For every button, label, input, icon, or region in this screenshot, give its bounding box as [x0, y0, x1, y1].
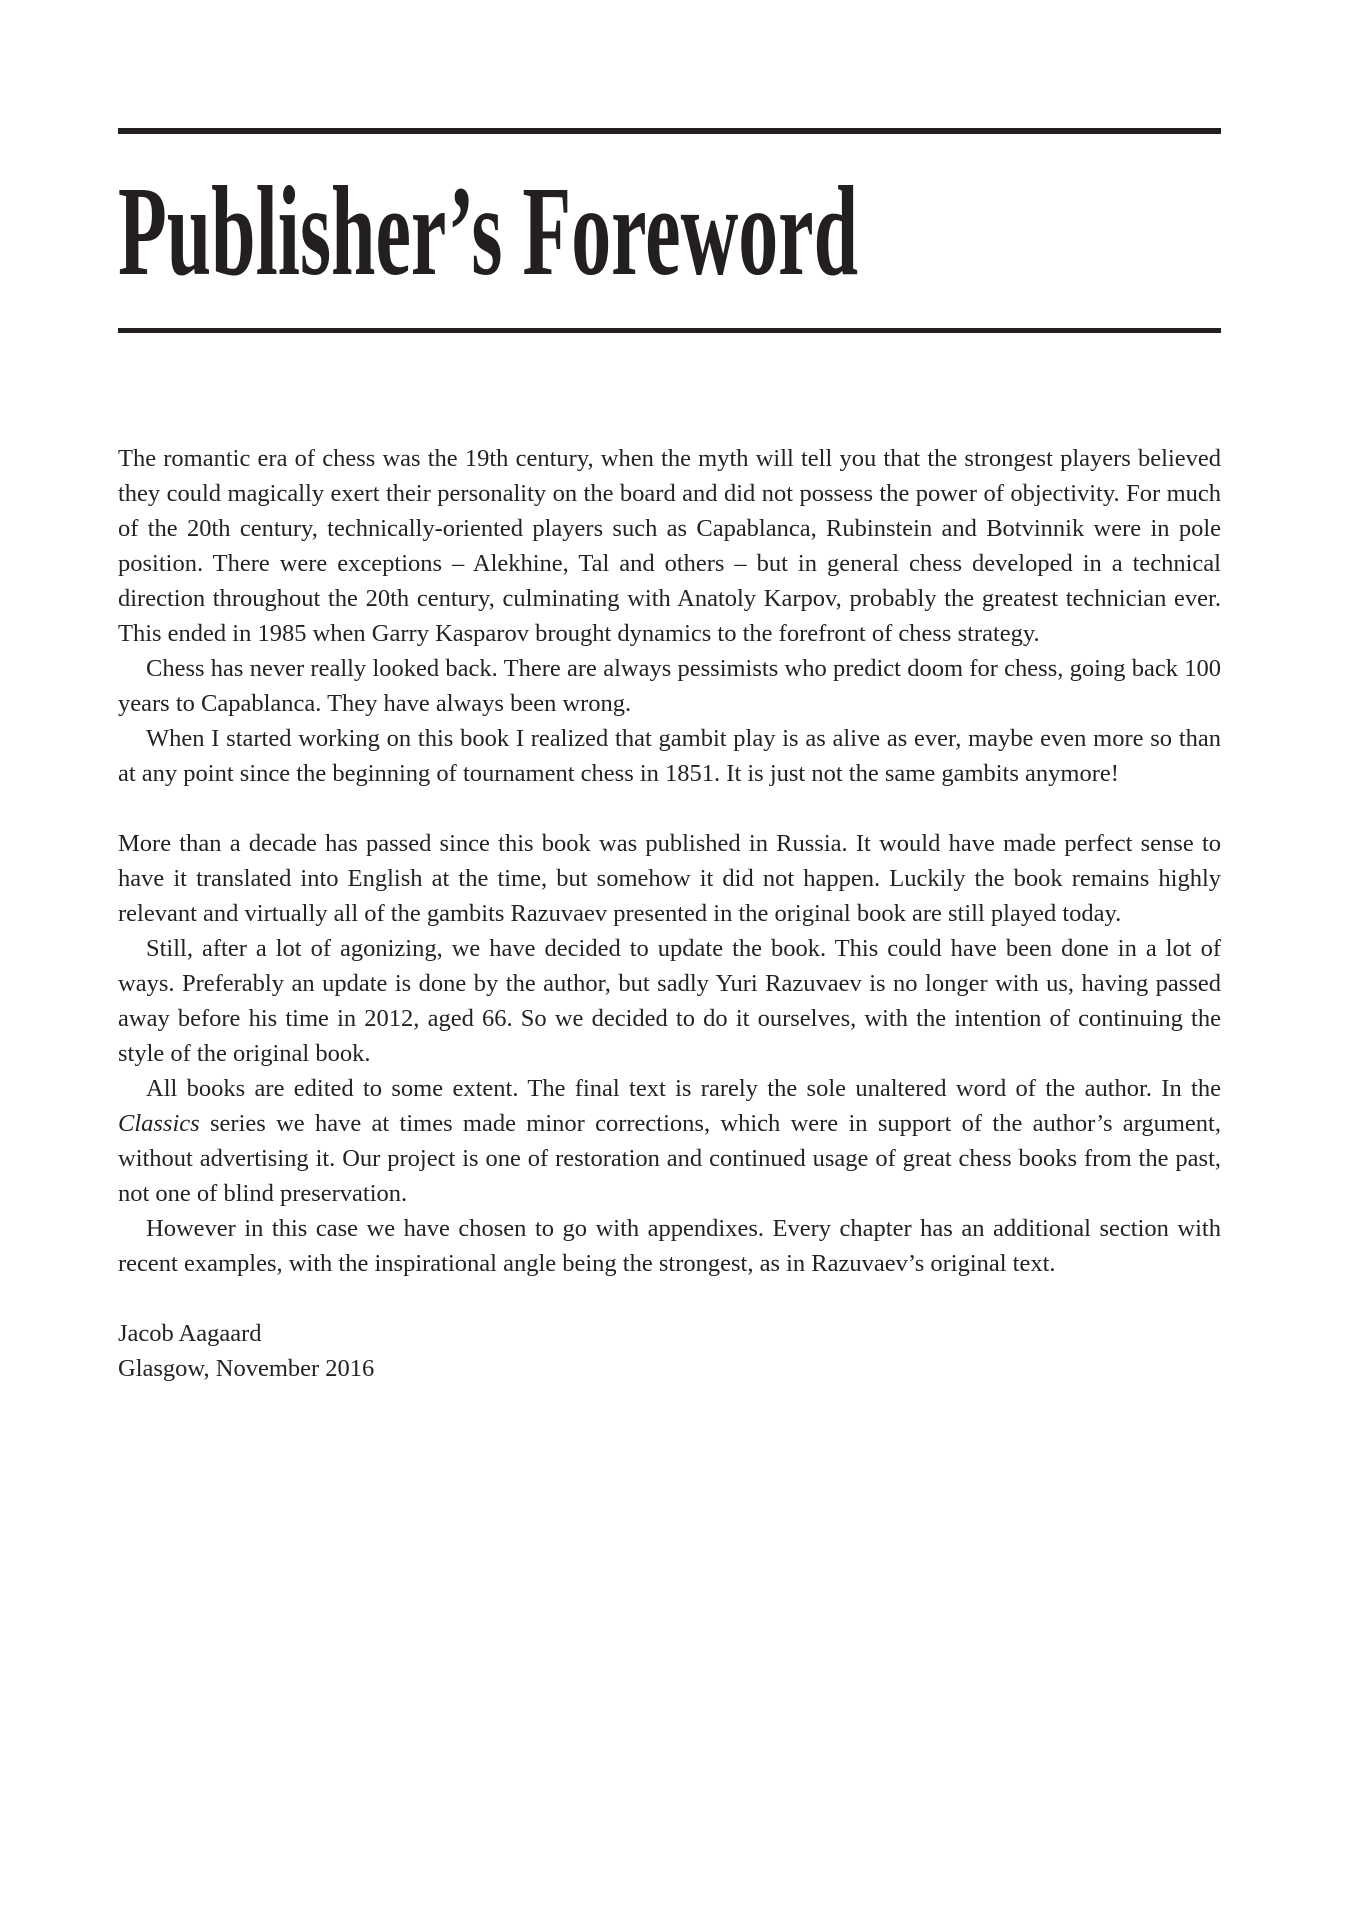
signature-name: Jacob Aagaard: [118, 1320, 262, 1347]
paragraph-7: However in this case we have chosen to go with appendixes. Every chapter has an additional section with recent examples, with the inspirational angle being the strongest, as in Razuvaev’s original text.: [118, 1215, 1221, 1277]
paragraph-4: More than a decade has passed since this book was published in Russia. It would have made perfect sense to have it translated into English at the time, but somehow it did not happen. Luckily the book remains highly relevant and virtually all of the gambits Razuvaev presented in the original book are still played today.: [118, 830, 1221, 927]
paragraph-6-text-cont: series we have at times made minor corrections, which were in support of the author’s argument, without advertising it. Our project is one of restoration and continued usage of great chess books from the past, not one of blind preservation.: [118, 1110, 1221, 1207]
signature-block: [118, 1316, 1221, 1386]
page-title: [118, 160, 1221, 304]
title-svg: [118, 160, 878, 304]
paragraph-6: [118, 1071, 1221, 1211]
paragraph-1: The romantic era of chess was the 19th century, when the myth will tell you that the strongest players believed they could magically exert their personality on the board and did not possess the power of objectivity. For much of the 20th century, technically-oriented players such as Capablanca, Rubinstein and Botvinnik were in pole position. There were exceptions – Alekhine, Tal and others – but in general chess developed in a technical direction throughout the 20th century, culminating with Anatoly Karpov, probably the greatest technician ever. This ended in 1985 when Garry Kasparov brought dynamics to the forefront of chess strategy.: [118, 445, 1221, 647]
page-content: [118, 128, 1221, 1386]
paragraph-2: Chess has never really looked back. There are always pessimists who predict doom for chess, going back 100 years to Capablanca. They have always been wrong.: [118, 655, 1221, 717]
paragraph-3: When I started working on this book I realized that gambit play is as alive as ever, maybe even more so than at any point since the beginning of tournament chess in 1851. It is just not the same gambits anymore!: [118, 725, 1221, 787]
page-title-text: Publisher’s Foreword: [118, 160, 858, 302]
paragraph-6-text: All books are edited to some extent. The final text is rarely the sole unaltered word of the author. In the: [146, 1075, 1221, 1102]
signature-place-date: Glasgow, November 2016: [118, 1355, 375, 1382]
series-name-italic: Classics: [118, 1110, 200, 1137]
paragraph-5: Still, after a lot of agonizing, we have decided to update the book. This could have been done in a lot of ways. Preferably an update is done by the author, but sadly Yuri Razuvaev is no longer with us, having passed away before his time in 2012, aged 66. So we decided to do it ourselves, with the intention of continuing the style of the original book.: [118, 935, 1221, 1067]
foreword-body: [118, 441, 1221, 1386]
top-rule: [118, 128, 1221, 134]
bottom-rule: [118, 328, 1221, 333]
